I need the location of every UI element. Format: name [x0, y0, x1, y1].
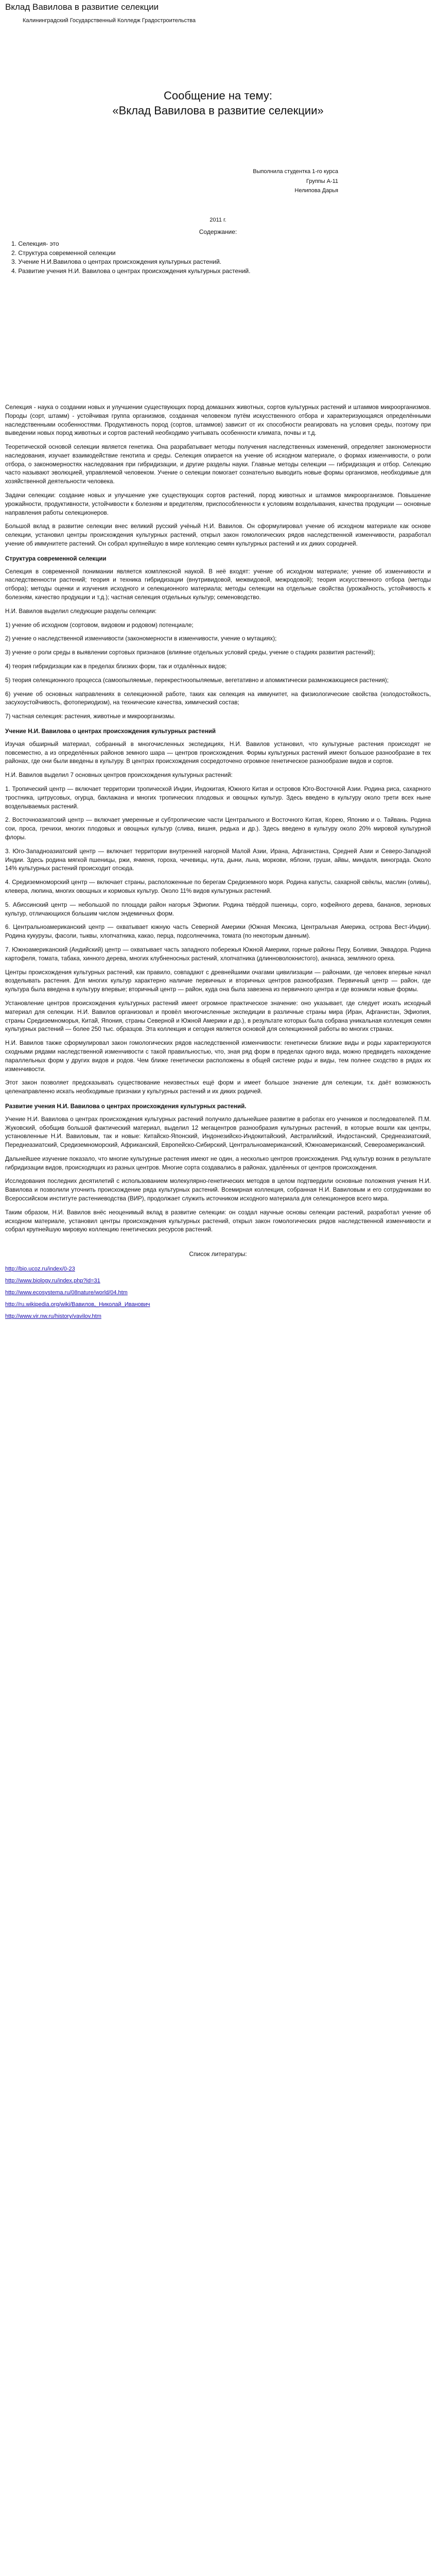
table-of-contents — [11, 240, 431, 276]
reference-link[interactable]: http://bio.ucoz.ru/index/0-23 — [5, 1265, 75, 1272]
year: 2011 г. — [210, 217, 226, 224]
list-item: 3. Юго-Западноазиатский центр — включает территории внутренней нагорной Малой Азии, Ирана, Афганистана, Средней Азии и Северо-Западной Индии. Здесь родина мягкой пшеницы, ржи, ячменя, гороха, чечевицы, нута, дыни, льна, моркови, яблони, груши, айвы, миндаля, винограда. Около 14% культурных растений происходит отсюда. — [5, 848, 431, 872]
document-title: Вклад Вавилова в развитие селекции — [5, 2, 159, 12]
toc-item: 1. Селекция- это — [11, 240, 59, 248]
list-item: 1. Тропический центр — включает территории тропической Индии, Индокитая, Южного Китая и островов Юго-Восточной Азии. Родина риса, сахарного тростника, цитрусовых, огурца, баклажана и многих тропических плодовых и овощных культур. Здесь введено в культуру около трети всех ныне возделываемых растений. — [5, 786, 431, 810]
college-name: Калининградский Государственный Колледж Градостроительства — [23, 17, 196, 24]
list-item: 6) учение об основных направлениях в селекционной работе, таких как селекция на иммунитет, на физиологические свойства (холодостойкость, засухоустойчивость, фотопериодизм), на технические качества, химический состав; — [5, 690, 431, 706]
essay-heading-line2: «Вклад Вавилова в развитие селекции» — [112, 104, 324, 117]
references-list — [5, 1263, 431, 1323]
reference-link[interactable]: http://www.biology.ru/index.php?id=31 — [5, 1277, 100, 1284]
list-item: 4. Средиземноморский центр — включает страны, расположенные по берегам Средиземного моря. Родина капусты, сахарной свёклы, маслин (оливы), клевера, люпина, многих овощных и кормовых культур. Около 11% видов культурных растений. — [5, 879, 431, 894]
paragraph: Большой вклад в развитие селекции внес великий русский учёный Н.И. Вавилов. Он сформулировал учение об исходном материале как основе селекции, установил центры происхождения культурных растений, открыл закон гомологических рядов наследственной изменчивости, разработал учение об иммунитете растений. Он собрал крупнейшую в мире коллекцию семян культурных растений и их диких сородичей. — [5, 523, 431, 548]
paragraph: Этот закон позволяет предсказывать существование неизвестных ещё форм и имеет большое значение для селекции, т.к. даёт возможность целенаправленно искать необходимые признаки у культурных растений и их диких родичей. — [5, 1079, 431, 1095]
list-item: 2. Восточноазиатский центр — включает умеренные и субтропические части Центрального и Восточного Китая, Корею, Японию и о. Тайвань. Родина сои, проса, гречихи, многих плодовых и овощных культур (слива, вишня, редька и др.). Здесь введено в культуру около 20% мировой культурной флоры. — [5, 817, 431, 841]
body-text — [5, 403, 431, 1234]
toc-item: 3. Учение Н.И.Вавилова о центрах происхождения культурных растений. — [11, 258, 221, 266]
paragraph: Установление центров происхождения культурных растений имеет огромное практическое значение: оно указывает, где следует искать исходный материал для селекции. Н.И. Вавилов организовал и провёл многочисленные экспедиции в различные страны мира (Иран, Афганистан, Эфиопия, страны Средиземноморья, Китай, Япония, страны Северной и Южной Америки и др.), в результате которых была собрана уникальная коллекция семян культурных растений — более 250 тыс. образцов. Эта коллекция и сегодня является основой для селекционной работы во многих странах. — [5, 999, 431, 1033]
essay-heading-line1: Сообщение на тему: — [164, 89, 272, 102]
section-heading-centers: Учение Н.И. Вавилова о центрах происхождения культурных растений — [5, 728, 216, 735]
list-item: 7) частная селекция: растения, животные и микроорганизмы. — [5, 713, 176, 720]
section-heading-structure: Структура современной селекции — [5, 555, 107, 562]
paragraph: Селекция - наука о создании новых и улучшении существующих пород домашних животных, сортов культурных растений и штаммов микроорганизмов. Породы (сорт, штамм) - устойчивая группа организмов, созданная человеком путём искусственного отбора и характеризующаяся определёнными наследственными особенностями. Продуктивность пород (сортов, штаммов) зависит от их способности реагировать на условия среды, поэтому при выведении новых пород животных и сортов растений необходимо учитывать особенности климата, почвы и т.д. — [5, 403, 431, 437]
author-block — [5, 167, 431, 196]
reference-link[interactable]: http://www.ecosystema.ru/08nature/world/04.htm — [5, 1289, 128, 1296]
list-item: 6. Центральноамериканский центр — охватывает южную часть Северной Америки (Южная Мексика, Центральная Америка, острова Вест-Индии). Родина кукурузы, фасоли, тыквы, хлопчатника, какао, перца, подсолнечника, томата (по некоторым данным). — [5, 924, 431, 940]
paragraph: Н.И. Вавилов выделил следующие разделы селекции: — [5, 607, 157, 615]
section-heading-development: Развитие учения Н.И. Вавилова о центрах происхождения культурных растений. — [5, 1103, 247, 1110]
list-item: 7. Южноамериканский (Андийский) центр — охватывает часть западного побережья Южной Америки, горные районы Перу, Боливии, Эквадора. Родина картофеля, томата, табака, хинного дерева, многих клубненосных растений, хлопчатника (длинноволокнистого), ананаса, земляного ореха. — [5, 946, 431, 962]
list-item: 2) учение о наследственной изменчивости (закономерности в изменчивости, учение о мутациях); — [5, 635, 277, 642]
toc-title: Содержание: — [199, 228, 237, 235]
reference-link[interactable]: http://ru.wikipedia.org/wiki/Вавилов,_Николай_Иванович — [5, 1301, 150, 1308]
author-line2: Группы А-11 — [306, 178, 338, 184]
list-item: 5) теория селекционного процесса (самоопыляемые, перекрестноопыляемые, вегетативно и апомиктически размножающиеся растения); — [5, 676, 389, 684]
paragraph: Таким образом, Н.И. Вавилов внёс неоценимый вклад в развитие селекции: он создал научные основы селекции растений, разработал учение об исходном материале, установил центры происхождения культурных растений, открыл закон гомологических рядов наследственной изменчивости и собрал крупнейшую мировую коллекцию генетических ресурсов растений. — [5, 1209, 431, 1233]
paragraph: Учение Н.И. Вавилова о центрах происхождения культурных растений получило дальнейшее развитие в работах его учеников и последователей. П.М. Жуковский, обобщив большой фактический материал, выделил 12 мегацентров разнообразия культурных растений, в которые вошли как центры, установленные Н.И. Вавиловым, так и новые: Китайско-Японский, Индонезийско-Индокитайский, Австралийский, Индостанский, Среднеазиатский, Переднеазиатский, Средиземноморский, Африканский, Европейско-Сибирский, Центральноамериканский, Южноамериканский, Североамериканский. — [5, 1115, 431, 1149]
list-item: 3) учение о роли среды в выявлении сортовых признаков (влияние отдельных условий среды, учение о стадиях развития растений); — [5, 649, 375, 656]
toc-item: 4. Развитие учения Н.И. Вавилова о центрах происхождения культурных растений. — [11, 267, 251, 275]
essay-heading — [5, 88, 431, 118]
author-line1: Выполнила студентка 1-го курса — [253, 168, 338, 175]
paragraph: Центры происхождения культурных растений, как правило, совпадают с древнейшими очагами цивилизации — районами, где человек впервые начал возделывать растения. Для многих культур характерно наличие первичных и вторичных центров разнообразия. Первичный центр — район, где культура была введена в культуру впервые; вторичный центр — район, куда она была завезена из первичного центра и где возникли новые формы. — [5, 969, 431, 993]
reference-link[interactable]: http://www.vir.nw.ru/history/vavilov.htm — [5, 1313, 101, 1320]
paragraph: Селекция в современной понимании является комплексной наукой. В неё входят: учение об исходном материале; учение об изменчивости и наследственности растений; теория и техника гибридизации (внутривидовой, межвидовой, межродовой); теория искусственного отбора (методы отбора); методы оценки и изучения исходного и селекционного материала; методы селекции на отдельные свойства (урожайность, устойчивость к болезням, качество продукции и т.д.); частная селекция отдельных культур; семеноводство. — [5, 568, 431, 601]
paragraph: Н.И. Вавилов также сформулировал закон гомологических рядов наследственной изменчивости: генетически близкие виды и роды характеризуются сходными рядами наследственной изменчивости с такой правильностью, что, зная ряд форм в пределах одного вида, можно предвидеть нахождение параллельных форм у других видов и родов. Чем ближе генетически расположены в общей системе роды и виды, тем полнее сходство в рядах их изменчивости. — [5, 1040, 431, 1073]
references-title: Список литературы: — [189, 1250, 247, 1258]
paragraph: Н.И. Вавилов выделил 7 основных центров происхождения культурных растений: — [5, 772, 233, 779]
list-item: 4) теория гибридизации как в пределах близких форм, так и отдалённых видов; — [5, 663, 227, 670]
list-item: 1) учение об исходном (сортовом, видовом и родовом) потенциале; — [5, 621, 194, 629]
toc-item: 2. Структура современной селекции — [11, 249, 116, 257]
paragraph: Дальнейшее изучение показало, что многие культурные растения имеют не один, а несколько центров происхождения. Ряд культур возник в результате гибридизации видов, происходящих из разных центров. Многие сорта создавались в районах, удалённых от центров происхождения. — [5, 1155, 431, 1171]
paragraph: Изучая обширный материал, собранный в многочисленных экспедициях, Н.И. Вавилов установил, что культурные растения происходят не повсеместно, а из определённых районов земного шара — центров происхождения. Формы культурных растений имеют большое разнообразие в тех районах, где они были введены в культуру. В центрах происхождения сосредоточено огромное генетическое разнообразие видов и сортов. — [5, 740, 431, 765]
list-item: 5. Абиссинский центр — небольшой по площади район нагорья Эфиопии. Родина твёрдой пшеницы, сорго, кофейного дерева, бананов, зерновых культур, отличающихся большим числом эндемичных форм. — [5, 901, 431, 917]
paragraph: Исследования последних десятилетий с использованием молекулярно-генетических методов в целом подтвердили основные положения учения Н.И. Вавилова и позволили уточнить происхождение ряда культурных растений. Всемирная коллекция, собранная Н.И. Вавиловым и его сотрудниками во Всероссийском институте растениеводства (ВИР), продолжает служить источником исходного материала для селекционеров всего мира. — [5, 1178, 431, 1202]
paragraph: Теоретической основой селекции является генетика. Она разрабатывает методы получения наследственных изменений, определяет закономерности наследования, изучает взаимодействие генотипа и среды. Селекция опирается на учение об исходном материале, о формах изменчивости, о роли отбора, о закономерностях наследования при гибридизации, и другие разделы науки. Главные методы селекции — гибридизация и отбор. Селекцию часто называют эволюцией, управляемой человеком. Учение о селекции помогает сознательно выводить новые формы организмов, необходимые для хозяйственной деятельности человека. — [5, 444, 431, 485]
paragraph: Задачи селекции: создание новых и улучшение уже существующих сортов растений, пород животных и штаммов микроорганизмов. Повышение урожайности, продуктивности, устойчивости к болезням и вредителям, приспособленности к условиям возделывания, качества продукции — основные направления работы селекционеров. — [5, 492, 431, 516]
author-line3: Нелипова Дарья — [294, 188, 338, 194]
